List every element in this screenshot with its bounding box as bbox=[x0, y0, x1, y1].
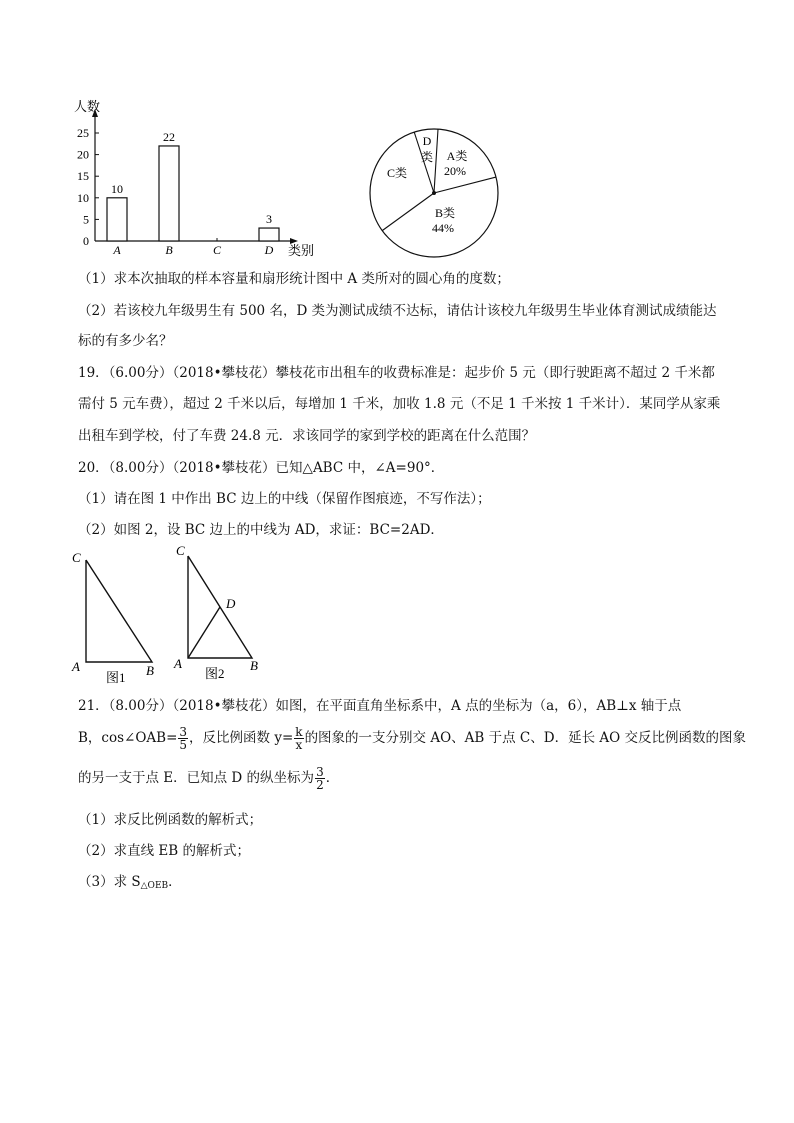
pie-label-C类: C类 bbox=[386, 166, 408, 180]
q18-part1: （1）求本次抽取的样本容量和扇形统计图中 A 类所对的圆心角的度数； bbox=[78, 271, 510, 287]
q21-part2: （2）求直线 EB 的解析式； bbox=[78, 843, 250, 859]
fig1-label-c: C bbox=[72, 550, 81, 565]
pie-label-d-1: D bbox=[422, 134, 432, 148]
fraction-3-2: $\frac{3}{2}$ bbox=[316, 765, 324, 792]
pie-percent-B类: 44% bbox=[432, 221, 454, 235]
x-tick-label: D bbox=[264, 243, 274, 257]
fig1-label-a: A bbox=[72, 659, 80, 674]
bar-chart bbox=[60, 95, 325, 260]
q18-part2-line2: 标的有多少名？ bbox=[78, 333, 173, 349]
fig2-label-a: A bbox=[174, 656, 182, 671]
fig1-label-b: B bbox=[146, 663, 154, 678]
q20-stem: 20．（8.00分）（2018•攀枝花）已知△ABC 中，∠A=90°． bbox=[78, 460, 445, 476]
y-tick-label: 0 bbox=[83, 234, 89, 248]
q21-part3: （3）求 $S_{\triangle OEB}$． bbox=[78, 874, 182, 891]
q20-part2: （2）如图 2，设 BC 边上的中线为 AD，求证：BC=2AD． bbox=[78, 522, 444, 538]
y-tick-label: 5 bbox=[83, 212, 89, 227]
x-axis-label: 类别 bbox=[288, 243, 315, 258]
q21-line1: 21．（8.00分）（2018•攀枝花）如图，在平面直角坐标系中，A 点的坐标为（a，6），AB⊥x 轴于点 bbox=[78, 698, 682, 714]
bar-D bbox=[259, 228, 279, 241]
x-tick-label: C bbox=[212, 243, 222, 257]
q21-line3: 的另一支于点 E．已知点 D 的纵坐标为 $\frac{3}{2}$ ． bbox=[78, 765, 340, 792]
pie-percent-A类: 20% bbox=[444, 164, 466, 178]
fig2-caption: 图2 bbox=[205, 666, 225, 680]
x-tick-label: B bbox=[165, 243, 173, 257]
bar-B bbox=[159, 146, 179, 241]
fig2-label-b: B bbox=[250, 658, 258, 673]
q20-part1: （1）请在图 1 中作出 BC 边上的中线（保留作图痕迹，不写作法）； bbox=[78, 491, 491, 507]
bar-label-B: 22 bbox=[163, 129, 175, 144]
fraction-3-5: $\frac{3}{5}$ bbox=[179, 725, 188, 752]
q21-cos-text: B，cos∠OAB= bbox=[78, 730, 178, 746]
y-tick-label: 15 bbox=[77, 169, 89, 184]
y-tick-label: 25 bbox=[77, 126, 89, 140]
q19-line3: 出租车到学校，付了车费 24.8 元．求该同学的家到学校的距离在什么范围？ bbox=[78, 428, 536, 444]
q18-part2-line1: （2）若该校九年级男生有 500 名，D 类为测试成绩不达标，请估计该校九年级男生毕业体育测试成绩能达 bbox=[78, 303, 717, 319]
fig1-caption: 图1 bbox=[106, 670, 126, 685]
bar-label-D: 3 bbox=[266, 212, 272, 227]
x-tick-label: A bbox=[113, 243, 121, 257]
figure-1-triangle bbox=[66, 548, 166, 688]
pie-label-d-2: 类 bbox=[420, 150, 434, 164]
q21-d-text: 的另一支于点 E．已知点 D 的纵坐标为 bbox=[78, 770, 315, 786]
bar-A bbox=[107, 198, 127, 241]
figure-2-triangle bbox=[170, 540, 270, 680]
q21-func-text: ，反比例函数 y= bbox=[189, 730, 294, 746]
fig2-label-c: C bbox=[176, 543, 185, 558]
q19-line2: 需付 5 元车费），超过 2 千米以后，每增加 1 千米，加收 1.8 元（不足 1 千米按 1 千米计）．某同学从家乘 bbox=[78, 396, 721, 412]
y-tick-label: 20 bbox=[77, 147, 89, 162]
bar-label-A: 10 bbox=[111, 181, 123, 196]
fraction-k-x: $\frac{k}{x}$ bbox=[295, 725, 303, 752]
pie-label-B类: B类 bbox=[434, 206, 456, 220]
q21-line2 bbox=[78, 723, 746, 753]
y-tick-label: 10 bbox=[77, 190, 89, 205]
fig2-label-d: D bbox=[226, 596, 236, 611]
q19-line1: 19．（6.00分）（2018•攀枝花）攀枝花市出租车的收费标准是：起步价 5 元（即行驶距离不超过 2 千米都 bbox=[78, 365, 715, 381]
pie-chart bbox=[365, 125, 505, 265]
q21-rest-text: 的图象的一支分别交 AO、AB 于点 C、D．延长 AO 交反比例函数的图象 bbox=[304, 730, 746, 746]
pie-center bbox=[432, 191, 436, 195]
y-axis-label: 人数 bbox=[74, 99, 101, 114]
q21-part1: （1）求反比例函数的解析式； bbox=[78, 812, 263, 828]
pie-label-A类: A类 bbox=[446, 149, 468, 163]
